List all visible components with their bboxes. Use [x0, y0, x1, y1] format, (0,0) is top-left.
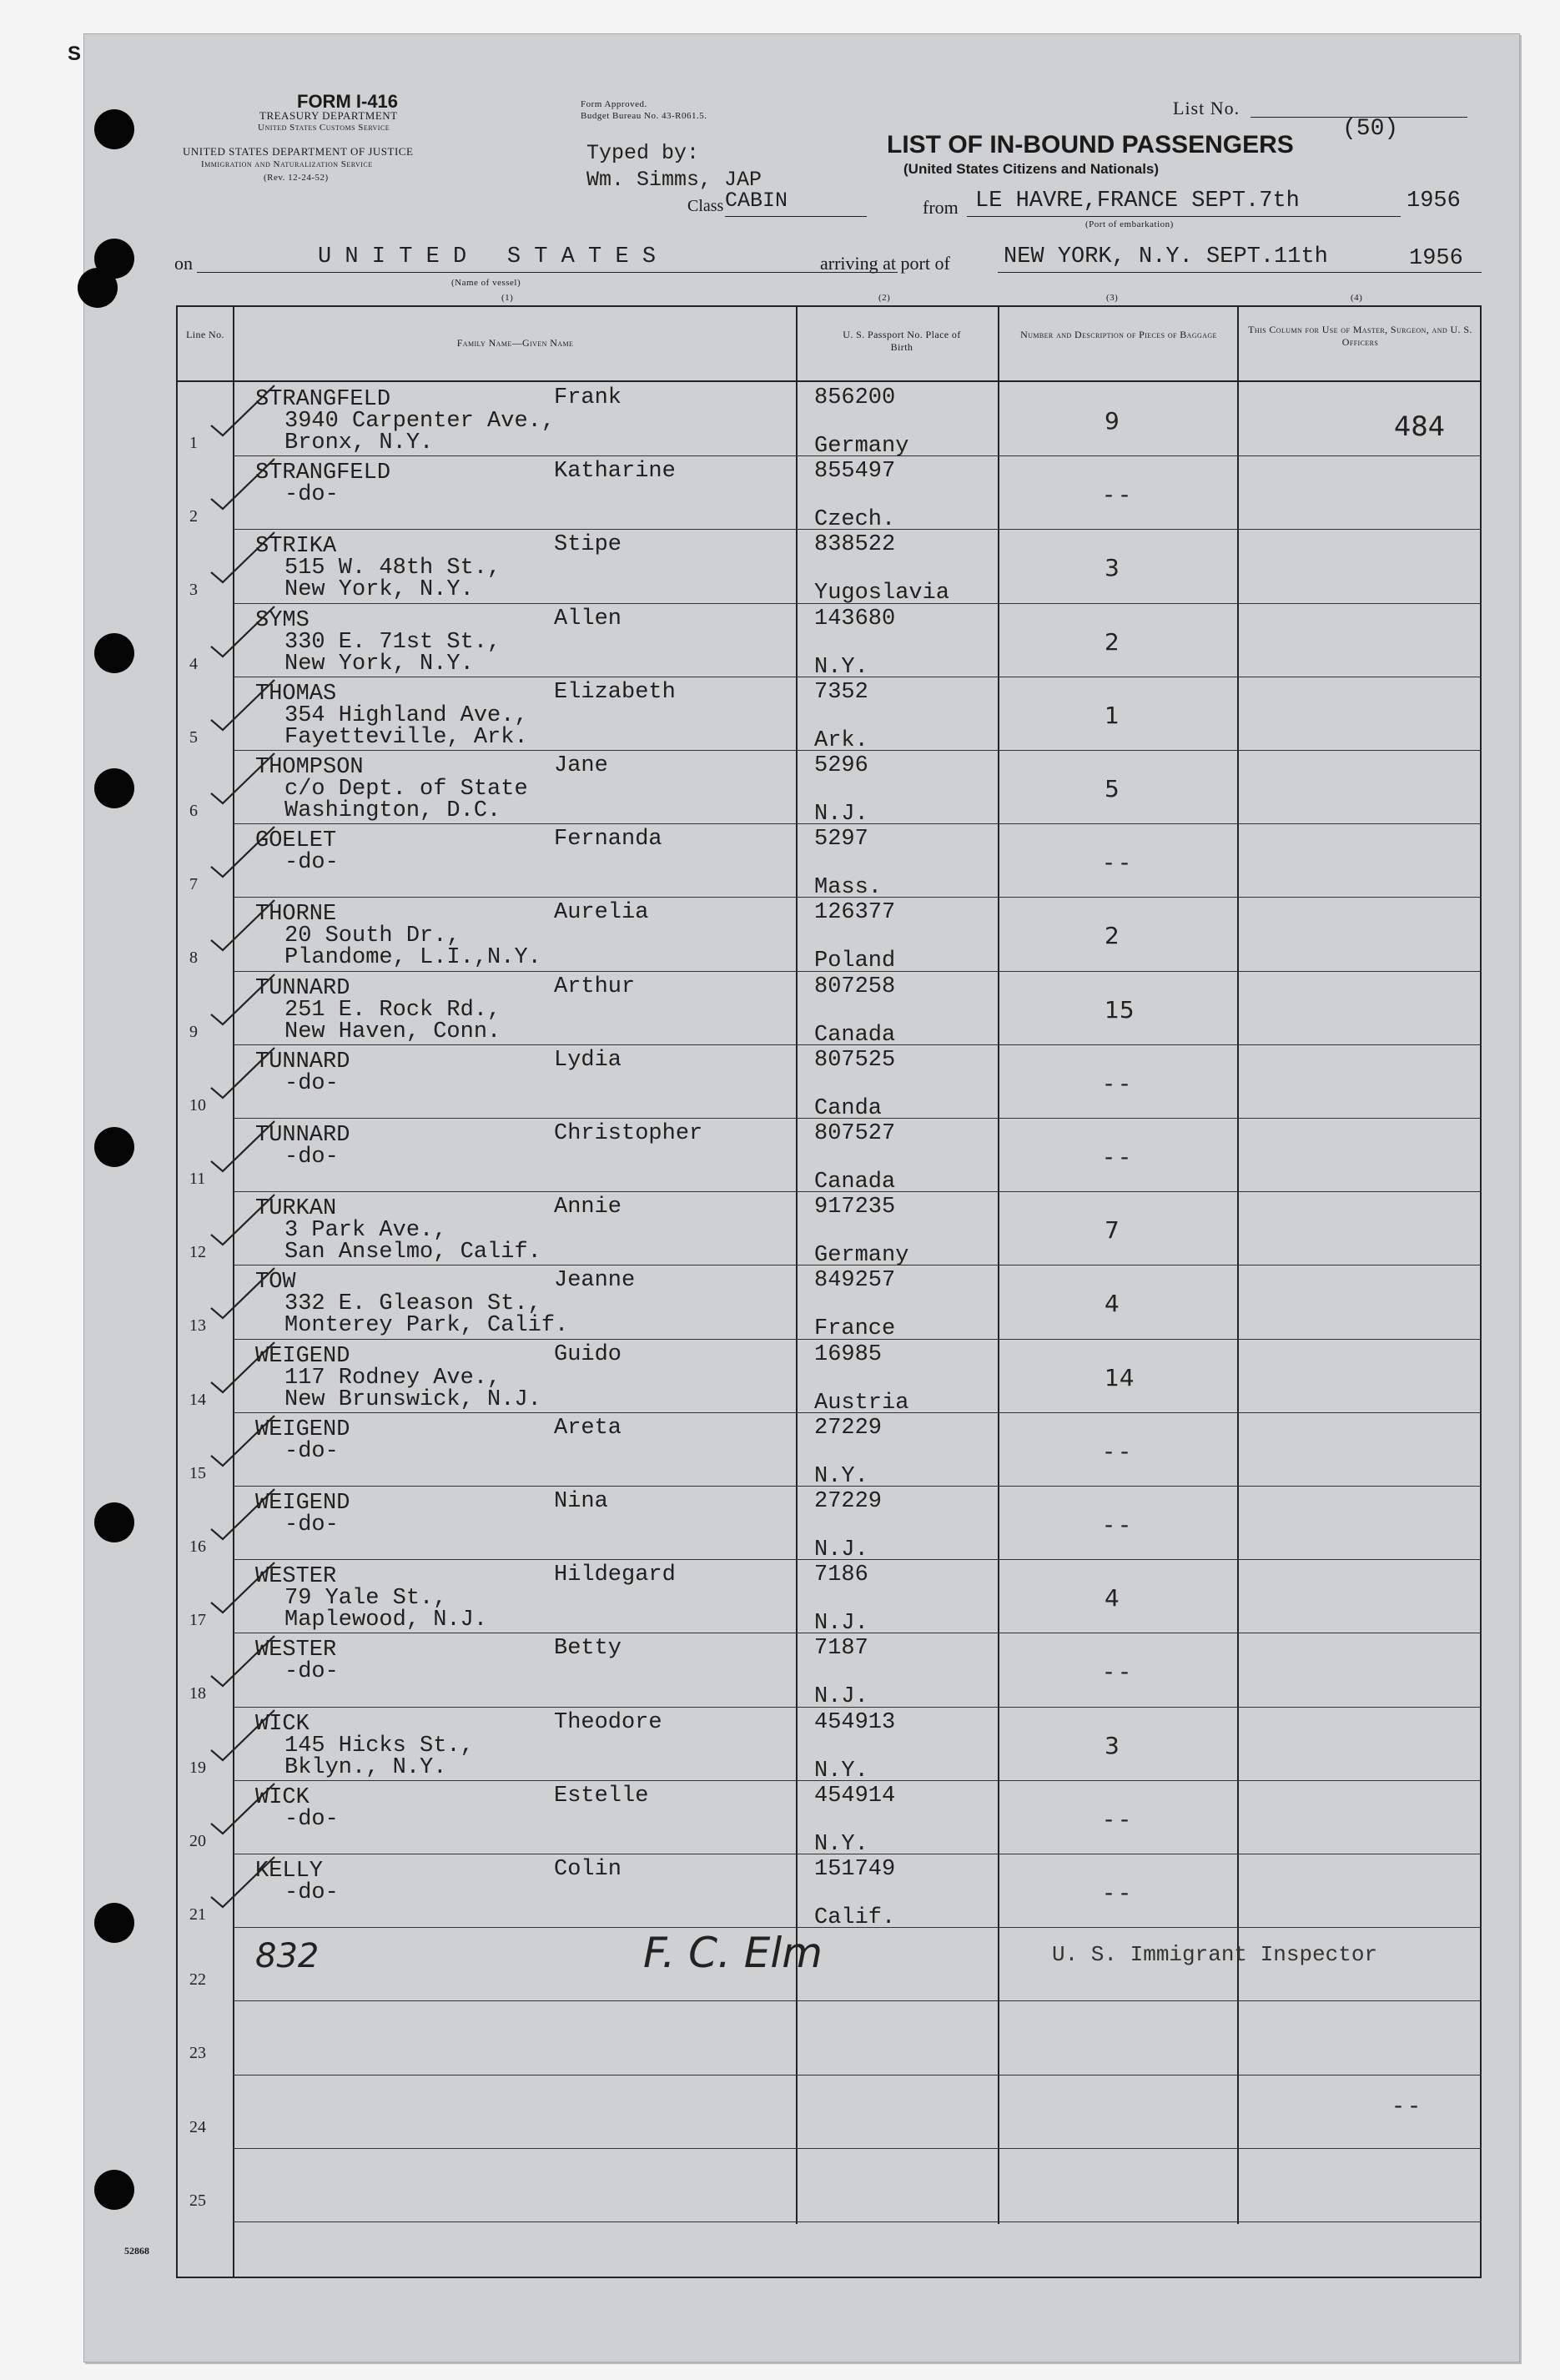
- check-mark-icon: [208, 895, 283, 954]
- check-mark-icon: [208, 969, 283, 1028]
- place-of-birth: Austria: [814, 1390, 909, 1416]
- header-baggage: Number and Description of Pieces of Baggage: [1020, 329, 1217, 340]
- check-mark-icon: [208, 1779, 283, 1837]
- line-number: 3: [189, 581, 198, 600]
- baggage-count: 4: [1105, 1290, 1120, 1318]
- typed-by-label: Typed by:: [586, 141, 700, 165]
- header-officers: This Column for Use of Master, Surgeon, and U. S. Officers: [1248, 324, 1472, 348]
- given-name: Aurelia: [554, 900, 649, 926]
- baggage-count: - -: [1105, 1511, 1130, 1538]
- baggage-count: 14: [1105, 1363, 1135, 1391]
- baggage-count: - -: [1105, 1437, 1130, 1465]
- punch-hole: [94, 109, 134, 149]
- inspector-signature: F. C. Elm: [643, 1929, 823, 1978]
- approved-label: Form Approved.: [581, 99, 647, 109]
- baggage-count: - -: [1105, 848, 1130, 877]
- line-number: 24: [189, 2117, 206, 2136]
- passport-number: 27229: [814, 1489, 883, 1514]
- manifest-page: [68, 33, 1520, 2362]
- header-name: Family Name—Given Name: [456, 337, 574, 349]
- given-name: Jeanne: [554, 1268, 636, 1294]
- passport-number: 7186: [814, 1562, 868, 1588]
- line-number: 8: [189, 948, 198, 968]
- check-mark-icon: [208, 1043, 283, 1101]
- given-name: Arthur: [554, 974, 636, 999]
- line-number: 11: [189, 1170, 206, 1188]
- from-value: LE HAVRE,FRANCE SEPT.7th: [975, 189, 1300, 214]
- baggage-count: 4: [1105, 1584, 1120, 1613]
- treasury-label: TREASURY DEPARTMENT: [259, 109, 398, 122]
- from-label: from: [923, 197, 959, 218]
- passport-number: 917235: [814, 1195, 896, 1220]
- family-name: TUNNARD: [255, 1123, 350, 1148]
- family-name: GOELET: [255, 828, 337, 854]
- given-name: Colin: [554, 1857, 622, 1882]
- line-number: 12: [189, 1243, 206, 1262]
- check-mark-icon: [208, 601, 283, 660]
- given-name: Areta: [554, 1415, 622, 1441]
- address-line-2: Fayetteville, Ark.: [284, 724, 528, 750]
- given-name: Guido: [554, 1341, 622, 1367]
- family-name: WESTER: [255, 1638, 337, 1663]
- family-name: TURKAN: [255, 1196, 337, 1222]
- family-name: WICK: [255, 1784, 309, 1810]
- year-embark: 1956: [1407, 189, 1461, 214]
- line-number: 1: [189, 434, 198, 452]
- address-line-1: -do-: [284, 1512, 339, 1537]
- passport-number: 855497: [814, 459, 896, 485]
- family-name: STRANGFELD: [255, 460, 391, 486]
- address-line-2: Washington, D.C.: [284, 798, 501, 823]
- place-of-birth: N.J.: [814, 802, 868, 827]
- line-number: 4: [189, 654, 198, 673]
- place-of-birth: Canada: [814, 1170, 896, 1195]
- given-name: Estelle: [554, 1783, 649, 1809]
- dash-mark: - -: [1394, 2091, 1419, 2119]
- baggage-count: - -: [1105, 481, 1130, 509]
- given-name: Christopher: [554, 1121, 703, 1146]
- family-name: STRANGFELD: [255, 387, 391, 412]
- place-of-birth: N.Y.: [814, 654, 868, 680]
- line-number: 23: [189, 2044, 206, 2063]
- passport-number: 143680: [814, 606, 896, 631]
- budget-label: Budget Bureau No. 43-R061.5.: [581, 111, 707, 121]
- place-of-birth: N.J.: [814, 1684, 868, 1710]
- line-number: 21: [189, 1905, 206, 1924]
- address-line-1: -do-: [284, 482, 339, 508]
- address-line-1: 251 E. Rock Rd.,: [284, 997, 501, 1023]
- inspector-label: U. S. Immigrant Inspector: [1052, 1942, 1378, 1968]
- line-number: 14: [189, 1390, 206, 1409]
- family-name: WICK: [255, 1711, 309, 1737]
- family-name: THOMAS: [255, 681, 337, 707]
- address-line-2: New Haven, Conn.: [284, 1019, 501, 1044]
- passport-number: 454914: [814, 1783, 896, 1809]
- line-number: 9: [189, 1022, 198, 1041]
- punch-hole: [94, 1903, 134, 1943]
- check-mark-icon: [208, 1852, 283, 1910]
- passport-number: 838522: [814, 532, 896, 558]
- place-of-birth: N.Y.: [814, 1831, 868, 1857]
- baggage-count: - -: [1105, 1879, 1130, 1906]
- baggage-count: 1: [1105, 701, 1120, 729]
- passport-number: 7352: [814, 679, 868, 705]
- baggage-count: 15: [1105, 995, 1135, 1024]
- row-divider: [233, 2000, 1482, 2001]
- address-line-1: -do-: [284, 1880, 339, 1905]
- family-name: SYMS: [255, 607, 309, 633]
- family-name: TUNNARD: [255, 975, 350, 1001]
- arriving-label: arriving at port of: [820, 253, 950, 274]
- place-of-birth: Germany: [814, 1243, 909, 1269]
- col-number-4: (4): [1351, 293, 1363, 303]
- place-of-birth: Calif.: [814, 1905, 896, 1930]
- punch-hole: [94, 2170, 134, 2210]
- family-name: TUNNARD: [255, 1049, 350, 1074]
- on-label: on: [174, 253, 193, 274]
- address-line-2: Bronx, N.Y.: [284, 430, 434, 455]
- port-caption: (Port of embarkation): [1085, 219, 1174, 229]
- address-line-2: New York, N.Y.: [284, 577, 474, 603]
- check-mark-icon: [208, 527, 283, 586]
- baggage-count: 2: [1105, 922, 1120, 950]
- check-mark-icon: [208, 1190, 283, 1248]
- list-no-label: List No.: [1173, 98, 1240, 118]
- line-number: 5: [189, 727, 198, 747]
- line-number: 15: [189, 1463, 206, 1482]
- customs-label: United States Customs Service: [258, 123, 390, 133]
- check-mark-icon: [208, 675, 283, 733]
- address-line-1: 145 Hicks St.,: [284, 1733, 474, 1759]
- class-value: CABIN: [725, 189, 788, 213]
- family-name: TOW: [255, 1270, 296, 1296]
- check-mark-icon: [208, 1631, 283, 1689]
- address-line-1: 3940 Carpenter Ave.,: [284, 409, 556, 434]
- place-of-birth: Czech.: [814, 507, 896, 533]
- given-name: Katharine: [554, 459, 676, 485]
- address-line-2: New York, N.Y.: [284, 651, 474, 677]
- given-name: Betty: [554, 1636, 622, 1662]
- check-mark-icon: [208, 1705, 283, 1764]
- address-line-2: Maplewood, N.J.: [284, 1608, 488, 1633]
- passport-number: 5297: [814, 827, 868, 853]
- passport-number: 454913: [814, 1709, 896, 1735]
- passport-number: 7187: [814, 1636, 868, 1662]
- place-of-birth: Yugoslavia: [814, 581, 950, 606]
- address-line-1: c/o Dept. of State: [284, 777, 528, 802]
- officer-note: 484: [1394, 410, 1446, 442]
- given-name: Stipe: [554, 532, 622, 558]
- vessel-name: U N I T E D S T A T E S: [318, 244, 657, 269]
- vessel-caption: (Name of vessel): [451, 278, 521, 288]
- given-name: Frank: [554, 385, 622, 410]
- address-line-1: -do-: [284, 1806, 339, 1832]
- address-line-1: -do-: [284, 1070, 339, 1096]
- address-line-2: New Brunswick, N.J.: [284, 1386, 541, 1412]
- passport-number: 849257: [814, 1268, 896, 1294]
- place-of-birth: Canda: [814, 1095, 883, 1121]
- col-number-2: (2): [878, 293, 891, 303]
- form-subtitle: (United States Citizens and Nationals): [903, 161, 1160, 177]
- baggage-count: - -: [1105, 1804, 1130, 1833]
- passport-number: 5296: [814, 753, 868, 778]
- punch-hole: [94, 768, 134, 808]
- check-mark-icon: [208, 1484, 283, 1542]
- revision-label: (Rev. 12-24-52): [264, 173, 329, 183]
- family-name: STRIKA: [255, 534, 337, 560]
- col-number-1: (1): [501, 293, 514, 303]
- check-mark-icon: [208, 1411, 283, 1469]
- address-line-1: -do-: [284, 850, 339, 876]
- row-divider: [233, 2075, 1482, 2076]
- check-mark-icon: [208, 748, 283, 807]
- address-line-1: 3 Park Ave.,: [284, 1218, 447, 1244]
- family-name: WEIGEND: [255, 1416, 350, 1442]
- punch-hole: [94, 1127, 134, 1167]
- line-number: 20: [189, 1831, 206, 1850]
- baggage-count: - -: [1105, 1658, 1130, 1686]
- given-name: Lydia: [554, 1047, 622, 1073]
- address-line-1: 332 E. Gleason St.,: [284, 1291, 541, 1317]
- check-mark-icon: [208, 1263, 283, 1321]
- check-mark-icon: [208, 1557, 283, 1616]
- address-line-1: -do-: [284, 1438, 339, 1464]
- address-line-1: 117 Rodney Ave.,: [284, 1365, 501, 1391]
- check-mark-icon: [208, 1116, 283, 1175]
- line-number: 25: [189, 2191, 206, 2210]
- address-line-1: 354 Highland Ave.,: [284, 702, 528, 728]
- address-line-2: Bklyn., N.Y.: [284, 1754, 447, 1780]
- place-of-birth: N.Y.: [814, 1758, 868, 1784]
- family-name: WESTER: [255, 1564, 337, 1590]
- header-line-no: Line No.: [186, 329, 224, 340]
- line-number: 7: [189, 875, 198, 894]
- line-number: 13: [189, 1316, 206, 1336]
- justice-label: UNITED STATES DEPARTMENT OF JUSTICE: [183, 145, 414, 158]
- place-of-birth: N.J.: [814, 1537, 868, 1562]
- given-name: Theodore: [554, 1709, 662, 1735]
- check-mark-icon: [208, 1337, 283, 1396]
- form-footer-number: 52868: [124, 2245, 149, 2257]
- line-number: 19: [189, 1758, 206, 1777]
- line-number: 2: [189, 507, 198, 526]
- place-of-birth: Ark.: [814, 727, 868, 753]
- address-line-1: 515 W. 48th St.,: [284, 556, 501, 581]
- address-line-1: 330 E. 71st St.,: [284, 629, 501, 655]
- family-name: THOMPSON: [255, 755, 364, 780]
- check-mark-icon: [208, 454, 283, 512]
- baggage-count: 7: [1105, 1216, 1120, 1245]
- passport-number: 151749: [814, 1857, 896, 1882]
- given-name: Jane: [554, 753, 608, 778]
- check-mark-icon: [208, 380, 283, 439]
- given-name: Annie: [554, 1195, 622, 1220]
- check-mark-icon: [208, 822, 283, 880]
- form-number: FORM I-416: [297, 91, 399, 112]
- ins-label: Immigration and Naturalization Service: [201, 159, 373, 169]
- col-number-3: (3): [1106, 293, 1119, 303]
- address-line-1: 79 Yale St.,: [284, 1586, 447, 1612]
- address-line-1: 20 South Dr.,: [284, 923, 460, 949]
- place-of-birth: N.J.: [814, 1611, 868, 1637]
- given-name: Hildegard: [554, 1562, 676, 1588]
- passport-number: 856200: [814, 385, 896, 410]
- family-name: WEIGEND: [255, 1343, 350, 1369]
- header-passport: U. S. Passport No. Place of Birth: [843, 329, 961, 353]
- punch-hole: [94, 633, 134, 673]
- passport-number: 807527: [814, 1121, 896, 1146]
- place-of-birth: Poland: [814, 948, 896, 974]
- class-label: Class: [687, 197, 724, 215]
- given-name: Nina: [554, 1489, 608, 1514]
- line-number: 18: [189, 1684, 206, 1703]
- baggage-count: 5: [1105, 775, 1120, 803]
- list-no-value: (50): [1342, 116, 1399, 142]
- typed-by-value: Wm. Simms, JAP: [586, 168, 762, 192]
- footer-note: 832: [255, 1937, 320, 1976]
- address-line-2: San Anselmo, Calif.: [284, 1240, 541, 1265]
- punch-hole: [94, 1502, 134, 1542]
- punch-hole: [78, 268, 118, 308]
- given-name: Elizabeth: [554, 679, 676, 705]
- given-name: Allen: [554, 606, 622, 631]
- place-of-birth: Mass.: [814, 875, 883, 901]
- place-of-birth: Germany: [814, 434, 909, 459]
- form-title: LIST OF IN-BOUND PASSENGERS: [887, 131, 1294, 158]
- passport-number: 807258: [814, 974, 896, 999]
- address-line-1: -do-: [284, 1659, 339, 1685]
- address-line-2: Plandome, L.I.,N.Y.: [284, 945, 541, 971]
- place-of-birth: Canada: [814, 1022, 896, 1048]
- address-line-2: Monterey Park, Calif.: [284, 1313, 569, 1339]
- family-name: KELLY: [255, 1859, 324, 1884]
- given-name: Fernanda: [554, 827, 662, 853]
- line-number: 6: [189, 802, 198, 820]
- place-of-birth: N.Y.: [814, 1463, 868, 1489]
- passport-number: 27229: [814, 1415, 883, 1441]
- year-arrive: 1956: [1409, 246, 1463, 271]
- family-name: THORNE: [255, 902, 337, 928]
- baggage-count: 3: [1105, 554, 1120, 582]
- line-number: 16: [189, 1537, 206, 1556]
- row-divider: [233, 2148, 1482, 2149]
- address-line-1: -do-: [284, 1145, 339, 1170]
- passport-number: 16985: [814, 1341, 883, 1367]
- baggage-count: 9: [1105, 407, 1120, 435]
- line-number: 17: [189, 1611, 206, 1630]
- corner-mark: S: [68, 43, 82, 65]
- family-name: WEIGEND: [255, 1491, 350, 1516]
- arriving-value: NEW YORK, N.Y. SEPT.11th: [1004, 244, 1328, 269]
- baggage-count: - -: [1105, 1143, 1130, 1170]
- baggage-count: - -: [1105, 1069, 1130, 1097]
- passport-number: 807525: [814, 1047, 896, 1073]
- place-of-birth: France: [814, 1316, 896, 1342]
- baggage-count: 2: [1105, 627, 1120, 656]
- line-number: 10: [189, 1095, 206, 1115]
- passport-number: 126377: [814, 900, 896, 926]
- line-number: 22: [189, 1970, 206, 1990]
- baggage-count: 3: [1105, 1731, 1120, 1759]
